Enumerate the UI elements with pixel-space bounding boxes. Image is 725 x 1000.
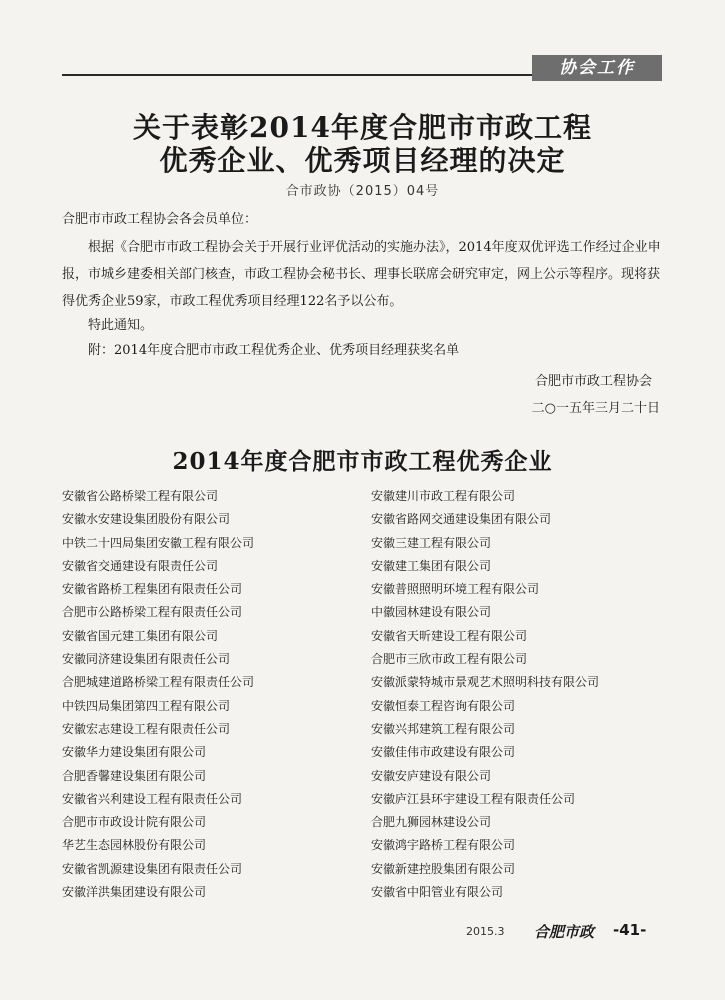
company-item: 安徽华力建设集团有限公司 [62, 745, 207, 760]
company-item: 安徽同济建设集团有限责任公司 [62, 652, 231, 667]
company-item: 安徽建工集团有限公司 [371, 558, 492, 573]
company-item: 安徽省国元建工集团有限公司 [62, 628, 219, 643]
company-item: 安徽佳伟市政建设有限公司 [371, 745, 516, 760]
company-item: 中铁四局集团第四工程有限公司 [62, 698, 231, 713]
company-item: 合肥香馨建设集团有限公司 [62, 768, 207, 783]
attachment-line: 附：2014年度合肥市市政工程优秀企业、优秀项目经理获奖名单 [88, 343, 460, 358]
footer-date: 2015.3 [466, 925, 505, 938]
company-item: 安徽省凯源建设集团有限责任公司 [62, 861, 243, 876]
notice-line: 特此通知。 [88, 318, 154, 333]
company-item: 安徽洋洪集团建设有限公司 [62, 885, 207, 900]
company-item: 安徽省公路桥梁工程有限公司 [62, 489, 219, 503]
company-item: 安徽恒泰工程咨询有限公司 [371, 698, 516, 713]
footer-publication: 合肥市政 [534, 923, 595, 941]
salutation: 合肥市市政工程协会各会员单位： [62, 212, 258, 227]
company-item: 合肥市三欣市政工程有限公司 [371, 652, 528, 667]
company-item: 安徽安庐建设有限公司 [371, 768, 492, 783]
signature-date: 二○一五年三月二十日 [531, 401, 660, 416]
company-item: 华艺生态园林股份有限公司 [62, 838, 207, 853]
company-item: 安徽普照照明环境工程有限公司 [371, 582, 540, 597]
company-item: 安徽兴邦建筑工程有限公司 [371, 721, 516, 736]
list-heading: 2014年度合肥市市政工程优秀企业 [172, 448, 553, 475]
section-tag: 协会工作 [532, 55, 662, 81]
company-item: 安徽三建工程有限公司 [371, 535, 492, 550]
company-item: 安徽庐江县环宇建设工程有限责任公司 [371, 791, 576, 806]
company-item: 合肥九狮园林建设公司 [371, 815, 492, 830]
title-line-1: 关于表彰2014年度合肥市市政工程 [133, 111, 592, 144]
document-number: 合市政协（2015）04号 [285, 184, 440, 199]
company-item: 中铁二十四局集团安徽工程有限公司 [62, 535, 255, 550]
company-item: 安徽省交通建设有限责任公司 [62, 558, 219, 573]
company-list-right [371, 485, 599, 904]
signature-org: 合肥市市政工程协会 [534, 374, 652, 389]
company-item: 安徽省天昕建设工程有限公司 [371, 628, 528, 643]
company-item: 安徽省兴利建设工程有限责任公司 [62, 791, 243, 806]
company-item: 合肥市市政设计院有限公司 [62, 815, 207, 830]
company-item: 中徽园林建设有限公司 [371, 605, 492, 620]
company-item: 安徽水安建设集团股份有限公司 [62, 512, 231, 527]
company-item: 安徽宏志建设工程有限责任公司 [62, 721, 231, 736]
company-item: 安徽省路网交通建设集团有限公司 [371, 512, 552, 527]
company-item: 安徽建川市政工程有限公司 [371, 489, 516, 503]
company-item: 合肥城建道路桥梁工程有限责任公司 [62, 675, 255, 690]
header-rule [62, 74, 532, 76]
company-list-left [62, 485, 254, 904]
page-number: -41- [613, 921, 647, 939]
title-line-2: 优秀企业、优秀项目经理的决定 [159, 144, 566, 177]
company-item: 安徽省中阳管业有限公司 [371, 885, 504, 900]
company-item: 安徽新建控股集团有限公司 [371, 861, 516, 876]
company-item: 安徽派蒙特城市景观艺术照明科技有限公司 [371, 675, 600, 690]
company-item: 合肥市公路桥梁工程有限责任公司 [62, 605, 243, 620]
company-item: 安徽省路桥工程集团有限责任公司 [62, 582, 243, 597]
company-item: 安徽鸿宇路桥工程有限公司 [371, 838, 516, 853]
body-paragraph: 根据《合肥市市政工程协会关于开展行业评优活动的实施办法》，2014年度双优评选工作经过企业申报，市城乡建委相关部门核查，市政工程协会秘书长、理事长联席会研究审定，网上公示等程序。现将获得优秀企业59家，市政工程优秀项目经理122名予以公布。 [62, 240, 661, 309]
